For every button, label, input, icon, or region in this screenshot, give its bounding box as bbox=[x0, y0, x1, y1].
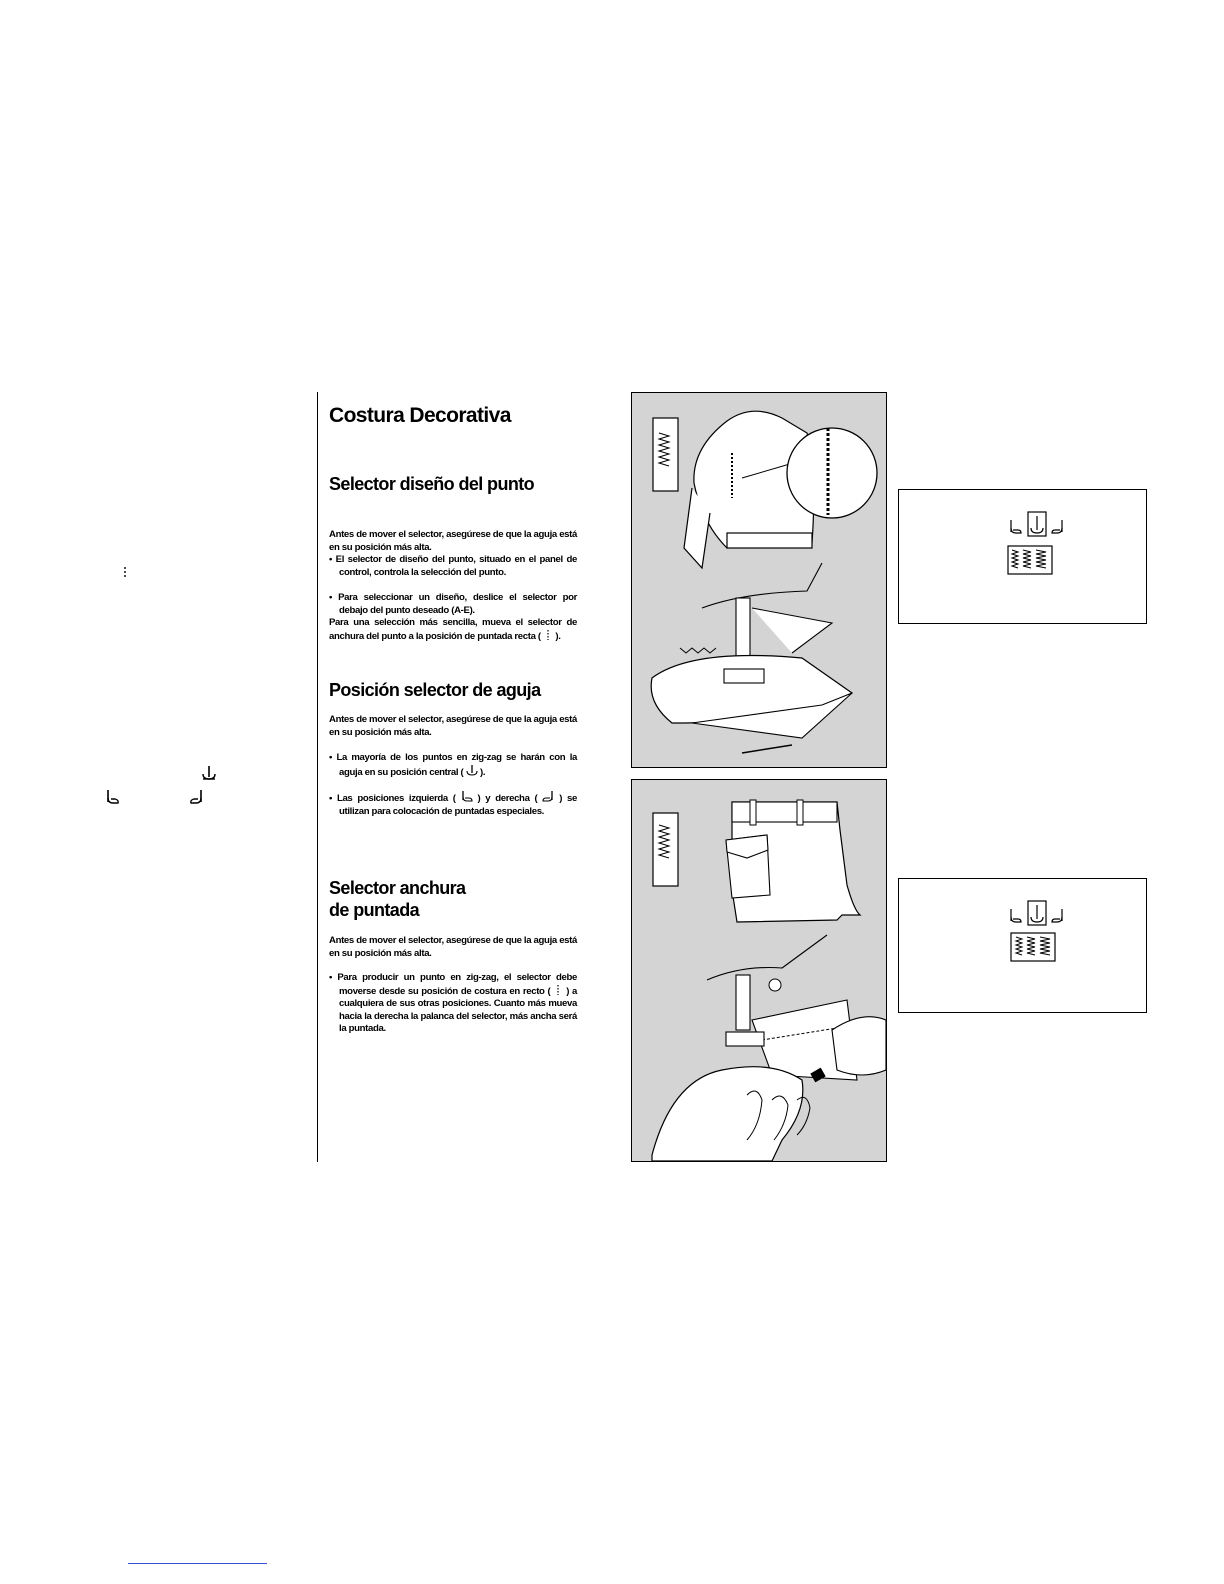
pants-sewing-illustration bbox=[632, 780, 886, 1161]
bullet-needle-left-right-text-b: ) y derecha ( bbox=[477, 793, 538, 804]
straight-stitch-margin-icon bbox=[122, 566, 128, 582]
page-title: Costura Decorativa bbox=[329, 404, 511, 427]
needle-left-margin-icon bbox=[105, 789, 121, 807]
bullet-needle-left-right-text-c: ) se utilizan para colocación de puntadas especiales. bbox=[339, 793, 577, 817]
bullet-needle-center-text-end: ). bbox=[480, 766, 486, 778]
bullet-stitch-selector-2: • Para seleccionar un diseño, deslice el selector por debajo del punto deseado (A-E). bbox=[329, 592, 577, 616]
bullet-needle-left-right bbox=[329, 791, 577, 818]
straight-stitch-icon bbox=[543, 630, 553, 640]
bullet-needle-center bbox=[329, 752, 577, 779]
section-heading-stitch-width-line2: de puntada bbox=[329, 900, 420, 920]
bullet-stitch-selector-1: • El selector de diseño del punto, situado en el panel de control, controla la selección del punto. bbox=[329, 554, 577, 578]
needle-right-margin-icon bbox=[188, 789, 204, 807]
bullet-stitch-width bbox=[329, 972, 577, 1036]
outro-text-end: ). bbox=[555, 630, 561, 642]
bullet-needle-center-text-start: • La mayoría de los puntos en zig-zag se harán con la aguja en su posición central ( bbox=[329, 752, 577, 778]
outro-text-start: Para una selección más sencilla, mueva el selector de anchura del punto a la posición de puntada recta ( bbox=[329, 617, 577, 642]
needle-position-selector-diagram-1 bbox=[899, 490, 1146, 623]
needle-center-margin-icon bbox=[201, 765, 217, 783]
needle-center-icon bbox=[466, 765, 478, 776]
section-intro-stitch-selector: Antes de mover el selector, asegúrese de que la aguja está en su posición más alta. bbox=[329, 529, 577, 553]
section-intro-stitch-width: Antes de mover el selector, asegúrese de que la aguja está en su posición más alta. bbox=[329, 935, 577, 959]
bullet-needle-left-right-text-a: • Las posiciones izquierda ( bbox=[329, 793, 456, 804]
bullet-stitch-width-text-end: ) a cualquiera de sus otras posiciones. Cuanto más mueva hacia la derecha la palanca del selector, más ancha será la puntada. bbox=[339, 985, 577, 1035]
bullet-stitch-width-text-start: • Para producir un punto en zig-zag, el selector debe moverse desde su posición de costura en recto ( bbox=[329, 972, 577, 997]
figure-jacket-sewing bbox=[631, 392, 887, 768]
footer-link-underline bbox=[128, 1563, 267, 1564]
figure-pants-sewing bbox=[631, 779, 887, 1162]
jacket-sewing-illustration bbox=[632, 393, 886, 767]
zigzag-stitch-sample bbox=[653, 418, 678, 491]
section-heading-stitch-selector: Selector diseño del punto bbox=[329, 474, 535, 494]
section-outro-stitch-selector bbox=[329, 617, 577, 643]
section-heading-needle-position: Posición selector de aguja bbox=[329, 680, 541, 700]
zigzag-stitch-sample-2 bbox=[653, 813, 678, 886]
needle-position-selector-diagram-2 bbox=[899, 879, 1146, 1012]
needle-right-icon bbox=[542, 791, 554, 802]
needle-left-icon bbox=[461, 791, 473, 802]
section-intro-needle-position: Antes de mover el selector, asegúrese de que la aguja está en su posición más alta. bbox=[329, 714, 577, 738]
section-heading-stitch-width bbox=[329, 877, 465, 921]
column-divider bbox=[317, 392, 318, 1162]
selector-panel-1 bbox=[898, 489, 1147, 624]
straight-stitch-inline-icon bbox=[553, 985, 563, 995]
section-heading-stitch-width-line1: Selector anchura bbox=[329, 878, 466, 898]
selector-panel-2 bbox=[898, 878, 1147, 1013]
